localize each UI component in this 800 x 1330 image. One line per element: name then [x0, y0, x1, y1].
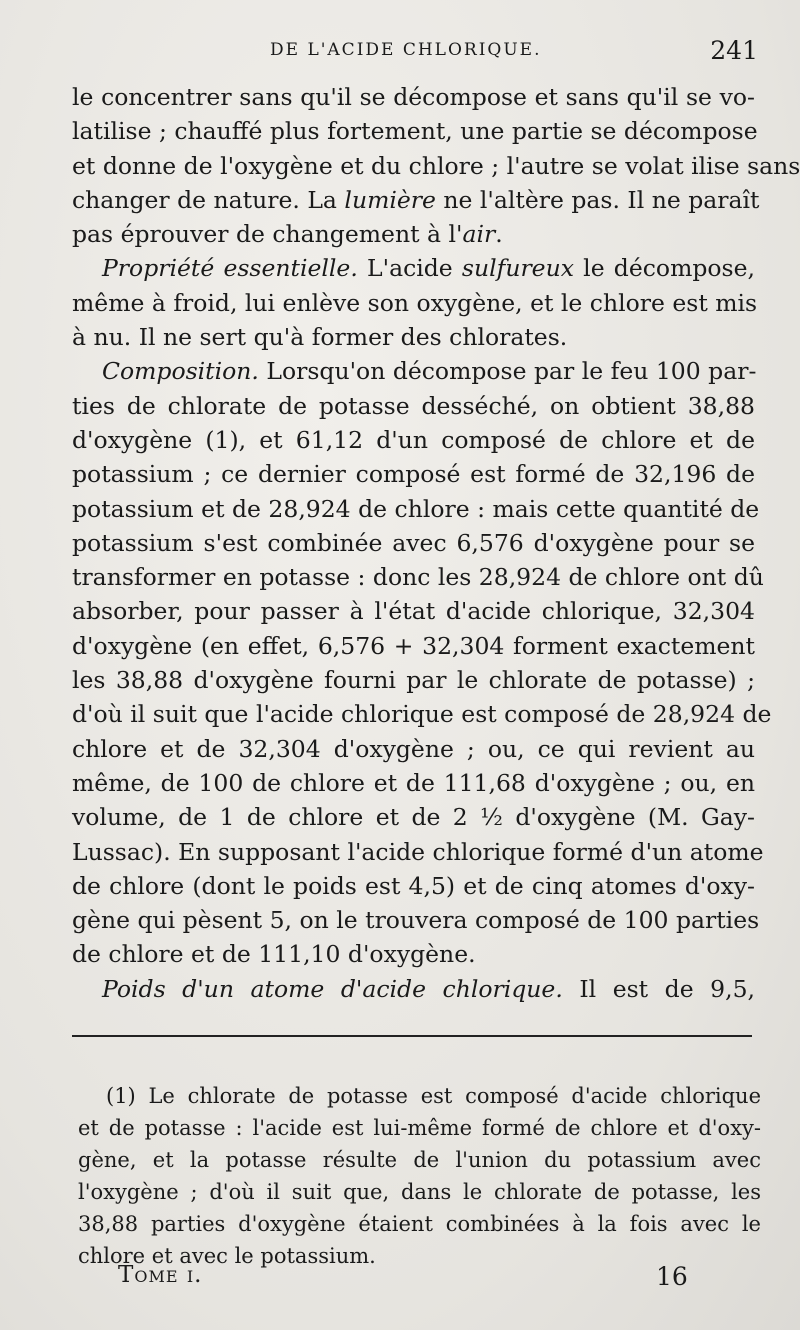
text-run: de chlore (dont le poids est 4,5) et de cinq atomes d'oxy-: [72, 871, 755, 900]
text-line: [72, 903, 760, 937]
text-line: [72, 389, 755, 423]
text-line: [72, 526, 755, 560]
footnote-line: et de potasse : l'acide est lui-même formé de chlore et d'oxy-: [78, 1116, 761, 1140]
text-line: [72, 80, 755, 114]
italic-run: Propriété essentielle.: [102, 254, 358, 283]
footnote-line: l'oxygène ; d'où il suit que, dans le chlorate de potasse, les: [78, 1180, 761, 1204]
text-run: d'où il suit que l'acide chlorique est composé de 28,924 de: [72, 700, 772, 729]
text-line: [72, 114, 758, 148]
text-run: même à froid, lui enlève son oxygène, et le chlore est mis: [72, 288, 758, 317]
text-line: [72, 492, 760, 526]
text-run: ties de chlorate de potasse desséché, on obtient 38,88: [72, 391, 755, 420]
text-line: [72, 320, 755, 354]
text-line: [72, 629, 755, 663]
italic-run: lumière: [344, 185, 436, 214]
text-run: d'oxygène (en effet, 6,576 + 32,304 forment exactement: [72, 631, 755, 660]
text-line: [72, 732, 755, 766]
text-line: [72, 354, 755, 388]
text-line: [72, 937, 755, 971]
running-title: DE L'ACIDE CHLORIQUE.: [270, 40, 542, 60]
text-run: et donne de l'oxygène et du chlore ; l'autre se volat ilise sans: [72, 151, 800, 180]
footnote-line: (1) Le chlorate de potasse est composé d'acide chlorique: [106, 1084, 761, 1108]
text-run: pas éprouver de changement à l': [72, 220, 463, 249]
text-line: [72, 594, 755, 628]
running-head: [0, 36, 800, 70]
italic-run: sulfureux: [461, 254, 574, 283]
text-run: .: [495, 220, 503, 249]
text-run: transformer en potasse : donc les 28,924 de chlore ont dû: [72, 563, 764, 592]
text-run: de chlore et de 111,10 d'oxygène.: [72, 940, 476, 969]
italic-run: Composition.: [102, 357, 259, 386]
text-run: potassium ; ce dernier composé est formé de 32,196 de: [72, 460, 755, 489]
text-line: [72, 217, 755, 251]
signature-mark: Tome i.: [118, 1262, 203, 1288]
text-line: [72, 286, 758, 320]
text-run: Il est de 9,5,: [562, 974, 755, 1003]
gathering-number: 16: [656, 1262, 688, 1291]
text-run: latilise ; chauffé plus fortement, une partie se décompose: [72, 117, 758, 146]
text-run: même, de 100 de chlore et de 111,68 d'oxygène ; ou, en: [72, 768, 755, 797]
text-line: [72, 149, 800, 183]
footnote-line: 38,88 parties d'oxygène étaient combinées à la fois avec le: [78, 1212, 761, 1236]
text-line: [72, 800, 755, 834]
text-line: [72, 423, 755, 457]
text-line: [72, 457, 755, 491]
text-line: [72, 663, 755, 697]
text-run: potassium et de 28,924 de chlore : mais cette quantité de: [72, 494, 760, 523]
text-line: [72, 183, 760, 217]
text-line: [72, 869, 755, 903]
text-run: Lorsqu'on décompose par le feu 100 par-: [258, 357, 757, 386]
text-line: [72, 697, 772, 731]
text-line: [72, 560, 764, 594]
text-run: le décompose,: [573, 254, 755, 283]
footnote-rule: [72, 1035, 752, 1037]
text-run: d'oxygène (1), et 61,12 d'un composé de chlore et de: [72, 425, 755, 454]
text-run: Lussac). En supposant l'acide chlorique formé d'un atome: [72, 837, 764, 866]
footnote-line: chlore et avec le potassium.: [78, 1244, 376, 1268]
text-line: [72, 766, 755, 800]
text-run: les 38,88 d'oxygène fourni par le chlorate de potasse) ;: [72, 666, 755, 695]
text-run: L'acide: [357, 254, 462, 283]
text-run: à nu. Il ne sert qu'à former des chlorates.: [72, 323, 568, 352]
text-run: gène qui pèsent 5, on le trouvera composé de 100 parties: [72, 906, 760, 935]
text-line: [72, 251, 755, 285]
text-line: [72, 972, 755, 1006]
text-run: volume, de 1 de chlore et de 2 ½ d'oxygène (M. Gay-: [72, 803, 755, 832]
text-run: potassium s'est combinée avec 6,576 d'oxygène pour se: [72, 528, 755, 557]
text-line: [72, 835, 764, 869]
main-text: [72, 80, 800, 1006]
page-number: 241: [710, 36, 758, 65]
text-run: absorber, pour passer à l'état d'acide chlorique, 32,304: [72, 597, 755, 626]
italic-run: air: [462, 220, 496, 249]
text-run: ne l'altère pas. Il ne paraît: [435, 185, 760, 214]
footnote-line: gène, et la potasse résulte de l'union du potassium avec: [78, 1148, 761, 1172]
text-run: le concentrer sans qu'il se décompose et sans qu'il se vo-: [72, 83, 755, 111]
italic-run: Poids d'un atome d'acide chlorique.: [102, 974, 563, 1003]
text-run: chlore et de 32,304 d'oxygène ; ou, ce qui revient au: [72, 734, 755, 763]
footnote: [78, 1080, 761, 1272]
text-run: changer de nature. La: [72, 185, 345, 214]
